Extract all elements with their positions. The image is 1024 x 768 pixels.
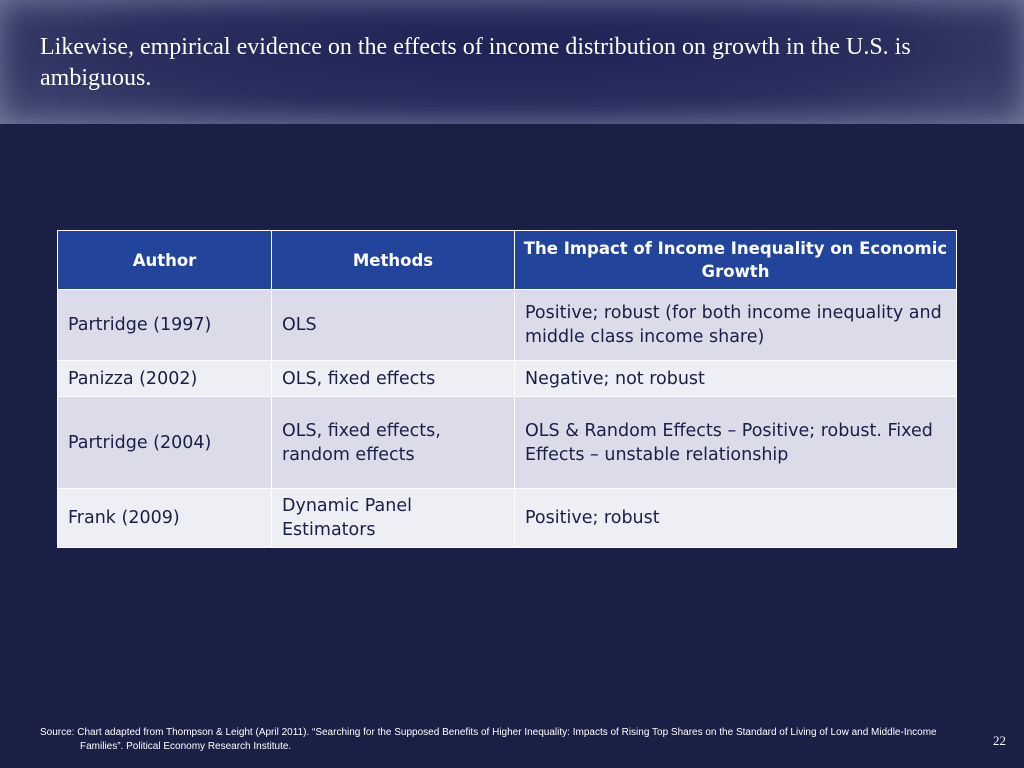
header-impact: The Impact of Income Inequality on Economic Growth bbox=[515, 231, 957, 290]
cell-author: Frank (2009) bbox=[58, 489, 272, 548]
cell-methods: Dynamic Panel Estimators bbox=[272, 489, 515, 548]
cell-impact: Negative; not robust bbox=[515, 361, 957, 397]
table-row bbox=[58, 290, 957, 361]
title-band bbox=[0, 0, 1024, 124]
cell-author: Partridge (1997) bbox=[58, 290, 272, 361]
cell-author: Partridge (2004) bbox=[58, 397, 272, 489]
studies-table bbox=[57, 230, 957, 548]
table-row bbox=[58, 361, 957, 397]
cell-impact: Positive; robust (for both income inequality and middle class income share) bbox=[515, 290, 957, 361]
table-header-row bbox=[58, 231, 957, 290]
source-note: Source: Chart adapted from Thompson & Leight (April 2011). “Searching for the Supposed Benefits of Higher Inequality: Impacts of Rising Top Shares on the Standard of Living of Low and Middle-Income Families”. Political Economy Research Institute. bbox=[40, 727, 937, 752]
cell-author: Panizza (2002) bbox=[58, 361, 272, 397]
cell-methods: OLS bbox=[272, 290, 515, 361]
table-row bbox=[58, 397, 957, 489]
page-number: 22 bbox=[993, 733, 1006, 748]
header-author: Author bbox=[58, 231, 272, 290]
cell-impact: OLS & Random Effects – Positive; robust. Fixed Effects – unstable relationship bbox=[515, 397, 957, 489]
table-row bbox=[58, 489, 957, 548]
header-methods: Methods bbox=[272, 231, 515, 290]
cell-methods: OLS, fixed effects bbox=[272, 361, 515, 397]
cell-impact: Positive; robust bbox=[515, 489, 957, 548]
slide-title: Likewise, empirical evidence on the effects of income distribution on growth in the U.S. is ambiguous. bbox=[40, 34, 911, 91]
cell-methods: OLS, fixed effects, random effects bbox=[272, 397, 515, 489]
